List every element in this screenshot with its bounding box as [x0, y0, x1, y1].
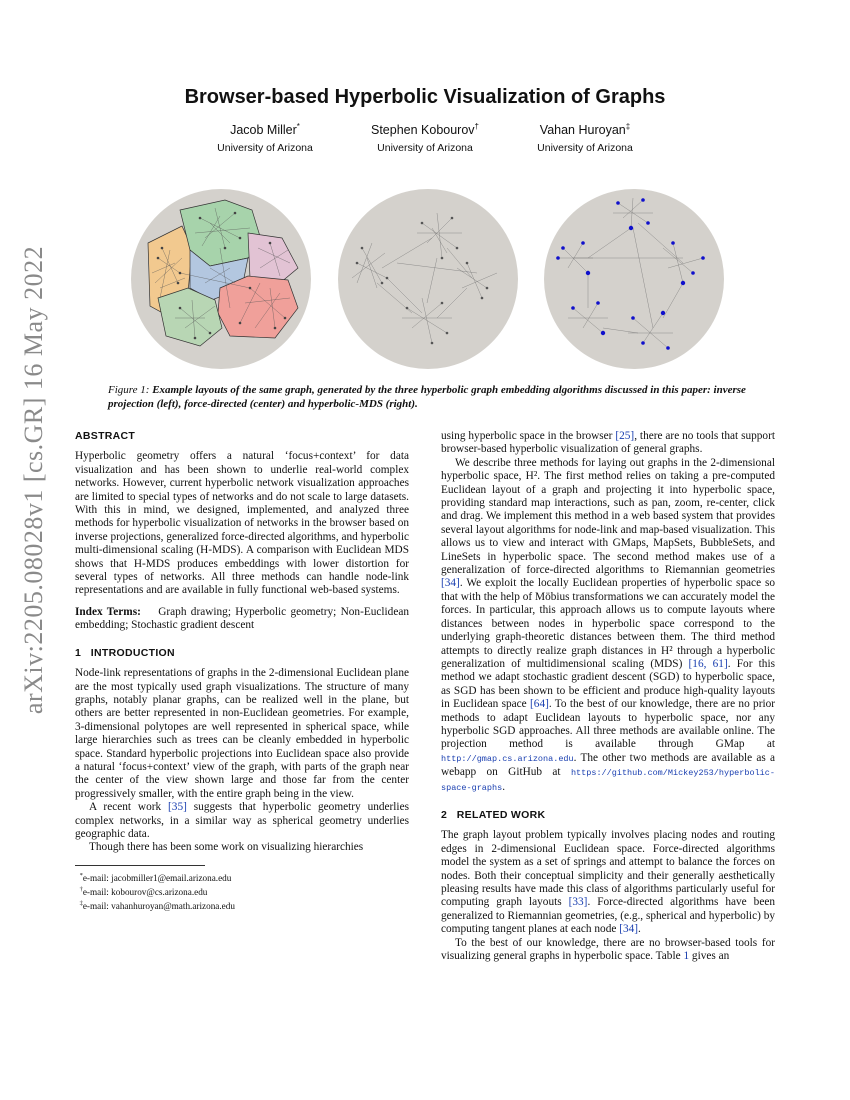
author-mark: ‡	[625, 122, 631, 131]
author-affiliation: University of Arizona	[537, 142, 633, 155]
footnote-1: *e-mail: jacobmiller1@email.arizona.edu	[79, 871, 232, 883]
footnote-3: ‡e-mail: vahanhuroyan@math.arizona.edu	[79, 899, 235, 911]
related-paragraph-2: To the best of our knowledge, there are no browser-based tools for visualizing general graphs in hyperbolic space. Table 1 gives an	[441, 936, 775, 963]
intro-paragraph-1: Node-link representations of graphs in the 2-dimensional Euclidean plane are the most typically used graph visualizations. The structure of many graphs, notably planar graphs, can be realized well in the plane, but others are better represented in non-Euclidean geometries. For example, 3-dimensional polytopes are well represented in spherical space, while large hierarchies such as trees can be cleanly embedded in hyperbolic space. Standard hyperbolic projections into Euclidean space also provide a natural ‘focus+context’ view of the graph, with parts of the graph near the center of the view shown large and those far from the center progressively smaller, with the entire graph being in the view.	[75, 667, 409, 800]
arxiv-identifier: arXiv:2205.08028v1 [cs.GR] 16 May 2022	[19, 245, 48, 715]
figure-hyperbolic-mds	[543, 188, 725, 370]
author-3	[480, 122, 690, 154]
citation-link[interactable]: [16, 61]	[688, 657, 728, 670]
footnote-rule	[75, 865, 205, 866]
citation-link[interactable]: [34]	[441, 577, 460, 590]
author-affiliation: University of Arizona	[217, 142, 313, 155]
figure-force-directed	[337, 188, 519, 370]
citation-link[interactable]: [33]	[568, 896, 588, 909]
hyperbolic-disk	[338, 189, 518, 369]
abstract-heading: ABSTRACT	[75, 430, 136, 442]
figure-label: Figure 1:	[108, 384, 150, 396]
author-name: Jacob Miller	[230, 123, 297, 138]
figure-caption	[108, 383, 748, 411]
paper-title: Browser-based Hyperbolic Visualization of Graphs	[184, 86, 666, 108]
table-link[interactable]: 1	[683, 950, 690, 963]
right-column	[441, 430, 775, 963]
gmap-url-link[interactable]: http://gmap.cs.arizona.edu	[441, 753, 574, 764]
hyperbolic-disk	[544, 189, 724, 369]
related-paragraph-1: The graph layout problem typically involves placing nodes and routing edges in 2-dimensional Euclidean space. Force-directed algorithms model the system as a set of springs and attempt to balance the forces on nodes. Both their conceptual simplicity and their generally aesthetically pleasing results have made this class of algorithms particularly useful for computing graph layouts [33]. Force-directed algorithms have been generalized to Riemannian geometries, (e.g., spherical and hyperbolic) by computing tangent planes at each node [34].	[441, 829, 775, 936]
intro-heading: 1 INTRODUCTION	[75, 646, 175, 659]
figure-caption-text: Example layouts of the same graph, generated by the three hyperbolic graph embedding algorithms discussed in this paper: inverse projection (left), force-directed (center) and hyperbolic-MDS (right).	[108, 384, 746, 410]
related-work-heading: 2 RELATED WORK	[441, 808, 546, 821]
intro-paragraph-2: A recent work [35] suggests that hyperbolic geometry underlies complex networks, in a similar way as spherical geometry underlies geographic data.	[75, 801, 409, 840]
index-terms	[75, 606, 409, 633]
author-name: Vahan Huroyan	[539, 123, 626, 138]
figure-inverse-projection	[130, 188, 312, 370]
index-terms-text: Graph drawing; Hyperbolic geometry; Non-Euclidean embedding; Stochastic gradient descent	[75, 605, 409, 632]
author-affiliation: University of Arizona	[377, 142, 473, 155]
intro-paragraph-3: Though there has been some work on visualizing hierarchies	[89, 841, 364, 854]
author-name: Stephen Kobourov	[370, 123, 475, 138]
footnote-2: †e-mail: kobourov@cs.arizona.edu	[79, 885, 208, 897]
abstract-text: Hyperbolic geometry offers a natural ‘focus+context’ for data visualization and has been shown to underlie real-world complex networks. However, current hyperbolic network visualization approaches are limited to special types of networks and do not scale to large datasets. With this in mind, we designed, implemented, and analyzed three methods for hyperbolic visualization of networks in the browser based on inverse projections, generalized force-directed algorithms, and hyperbolic multi-dimensional scaling (H-MDS). A comparison with Euclidean MDS shows that H-MDS produces embeddings with lower distortion for several types of networks. All three methods can handle node-link representations and are available in fully functional web-based systems.	[75, 450, 409, 597]
author-mark: *	[296, 122, 300, 131]
citation-link[interactable]: [34]	[619, 923, 639, 936]
index-terms-label: Index Terms:	[75, 605, 141, 618]
methods-paragraph: We describe three methods for laying out graphs in the 2-dimensional hyperbolic space, H². The first method relies on taking a pre-computed Euclidean layout of a graph and projecting it into hyperbolic space, providing standard map interactions, such as pan, zoom, re-center, click and drag. We implement this method in a web based system that provides several layout algorithms for node-link and map-based visualization. This allows us to view and interact with GMaps, MapSets, BubbleSets, and LineSets in hyperbolic space. The second method makes use of a generalization of force-directed algorithms to Riemannian geometries [34]. We exploit the locally Euclidean properties of hyperbolic space so that with the help of Möbius transformations we can accurately model the forces. In particular, this approach allows us to compute layouts where distances between nodes in hyperbolic space correspond to the underlying graph-theoretic distances between them. The third method attempts to directly realize graph distances in H² through a hyperbolic generalization of multidimensional scaling (MDS) [16, 61]. For this method we adapt stochastic gradient descent (SGD) to hyperbolic space, as SGD has been shown to be efficient and produce high-quality layouts in Euclidean space [64]. To the best of our knowledge, there are no prior methods to adapt Euclidean layouts to hyperbolic space, nor any hyperbolic SGD approaches. All three methods are available online. The projection method is available through GMap at http://gmap.cs.arizona.edu. The other two methods are available as a webapp on GitHub at https://github.com/Mickey253/hyperbolic-space-graphs.	[441, 456, 776, 793]
intro-paragraph-3-cont: using hyperbolic space in the browser [25], there are no tools that support browser-based hyperbolic visualization of general graphs.	[441, 430, 775, 456]
github-url-link[interactable]: https://github.com/Mickey253/hyperbolic-space-graphs	[441, 768, 775, 793]
author-mark: †	[474, 122, 479, 131]
arxiv-sidebar-stamp	[14, 245, 54, 715]
citation-link[interactable]: [25]	[615, 430, 635, 442]
left-column	[75, 430, 409, 912]
citation-link[interactable]: [35]	[168, 801, 187, 814]
citation-link[interactable]: [64]	[530, 698, 549, 711]
